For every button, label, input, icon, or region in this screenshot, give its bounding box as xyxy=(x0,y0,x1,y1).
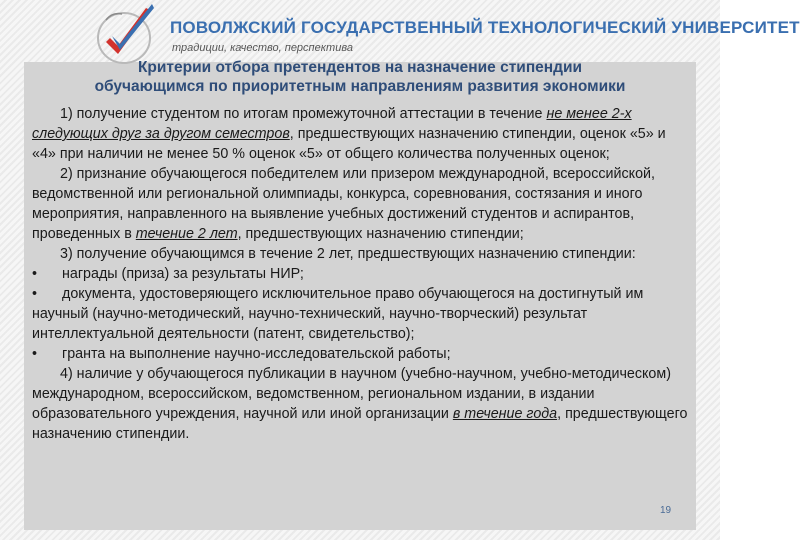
university-name: ПОВОЛЖСКИЙ ГОСУДАРСТВЕННЫЙ ТЕХНОЛОГИЧЕСКИЙ УНИВЕРСИТЕТ xyxy=(170,18,800,37)
criterion-2 xyxy=(32,164,692,244)
bullet-icon: • xyxy=(32,346,38,362)
bullet-icon: • xyxy=(32,266,38,282)
bullet-item-document xyxy=(32,284,692,344)
criteria-list xyxy=(32,104,692,444)
criterion-2-text-end: , предшествующих назначению стипендии; xyxy=(237,226,524,242)
criterion-1-emphasis: не менее 2-х следующих друг за другом семестров xyxy=(32,106,632,142)
slide-title xyxy=(30,58,690,96)
criterion-1-text: 1) получение студентом по итогам промежуточной аттестации в течение xyxy=(60,106,547,122)
criterion-4-emphasis: в течение года xyxy=(452,406,558,422)
bullet-text: гранта на выполнение научно-исследовательской работы; xyxy=(62,346,451,362)
criterion-1 xyxy=(32,104,692,164)
bullet-text: документа, удостоверяющего исключительное право обучающегося на достигнутый им научный (научно-методический, научно-технический, научно-творческий) результат интеллектуальной деятельности (патент, свидетельство); xyxy=(32,286,644,342)
bullet-text: награды (приза) за результаты НИР; xyxy=(62,266,304,282)
bullet-item-grant xyxy=(32,344,692,364)
bullet-icon: • xyxy=(32,286,38,302)
criterion-4-text: 4) наличие у обучающегося публикации в научном (учебно-научном, учебно-методическом) международном, всероссийском, ведомственном, региональном издании, в издании образовательного учреждения, научной или иной организации xyxy=(32,366,671,422)
title-line-2: обучающимся по приоритетным направлениям развития экономики xyxy=(94,78,626,95)
title-line-1: Критерии отбора претендентов на назначение стипендии xyxy=(137,59,583,76)
criterion-4-text-end: , предшествующего назначению стипендии. xyxy=(32,406,688,442)
criterion-3: 3) получение обучающимся в течение 2 лет, предшествующих назначению стипендии: xyxy=(60,246,636,262)
criterion-1-text-end: , предшествующих назначению стипендии, оценок «5» и «4» при наличии не менее 50 % оценок «5» от общего количества полученных оценок; xyxy=(32,126,666,162)
bullet-item-award xyxy=(32,264,692,284)
criterion-2-emphasis: течение 2 лет xyxy=(135,226,238,242)
criterion-2-text: 2) признание обучающегося победителем или призером международной, всероссийской, ведомственной или региональной олимпиады, конкурса, соревнования, состязания и иного мероприятия, направленного на выявление учебных достижений студентов и аспирантов, проведенных в xyxy=(32,166,656,242)
page-number: 19 xyxy=(660,505,672,516)
university-tagline: традиции, качество, перспектива xyxy=(172,42,353,54)
criterion-4 xyxy=(32,364,692,444)
